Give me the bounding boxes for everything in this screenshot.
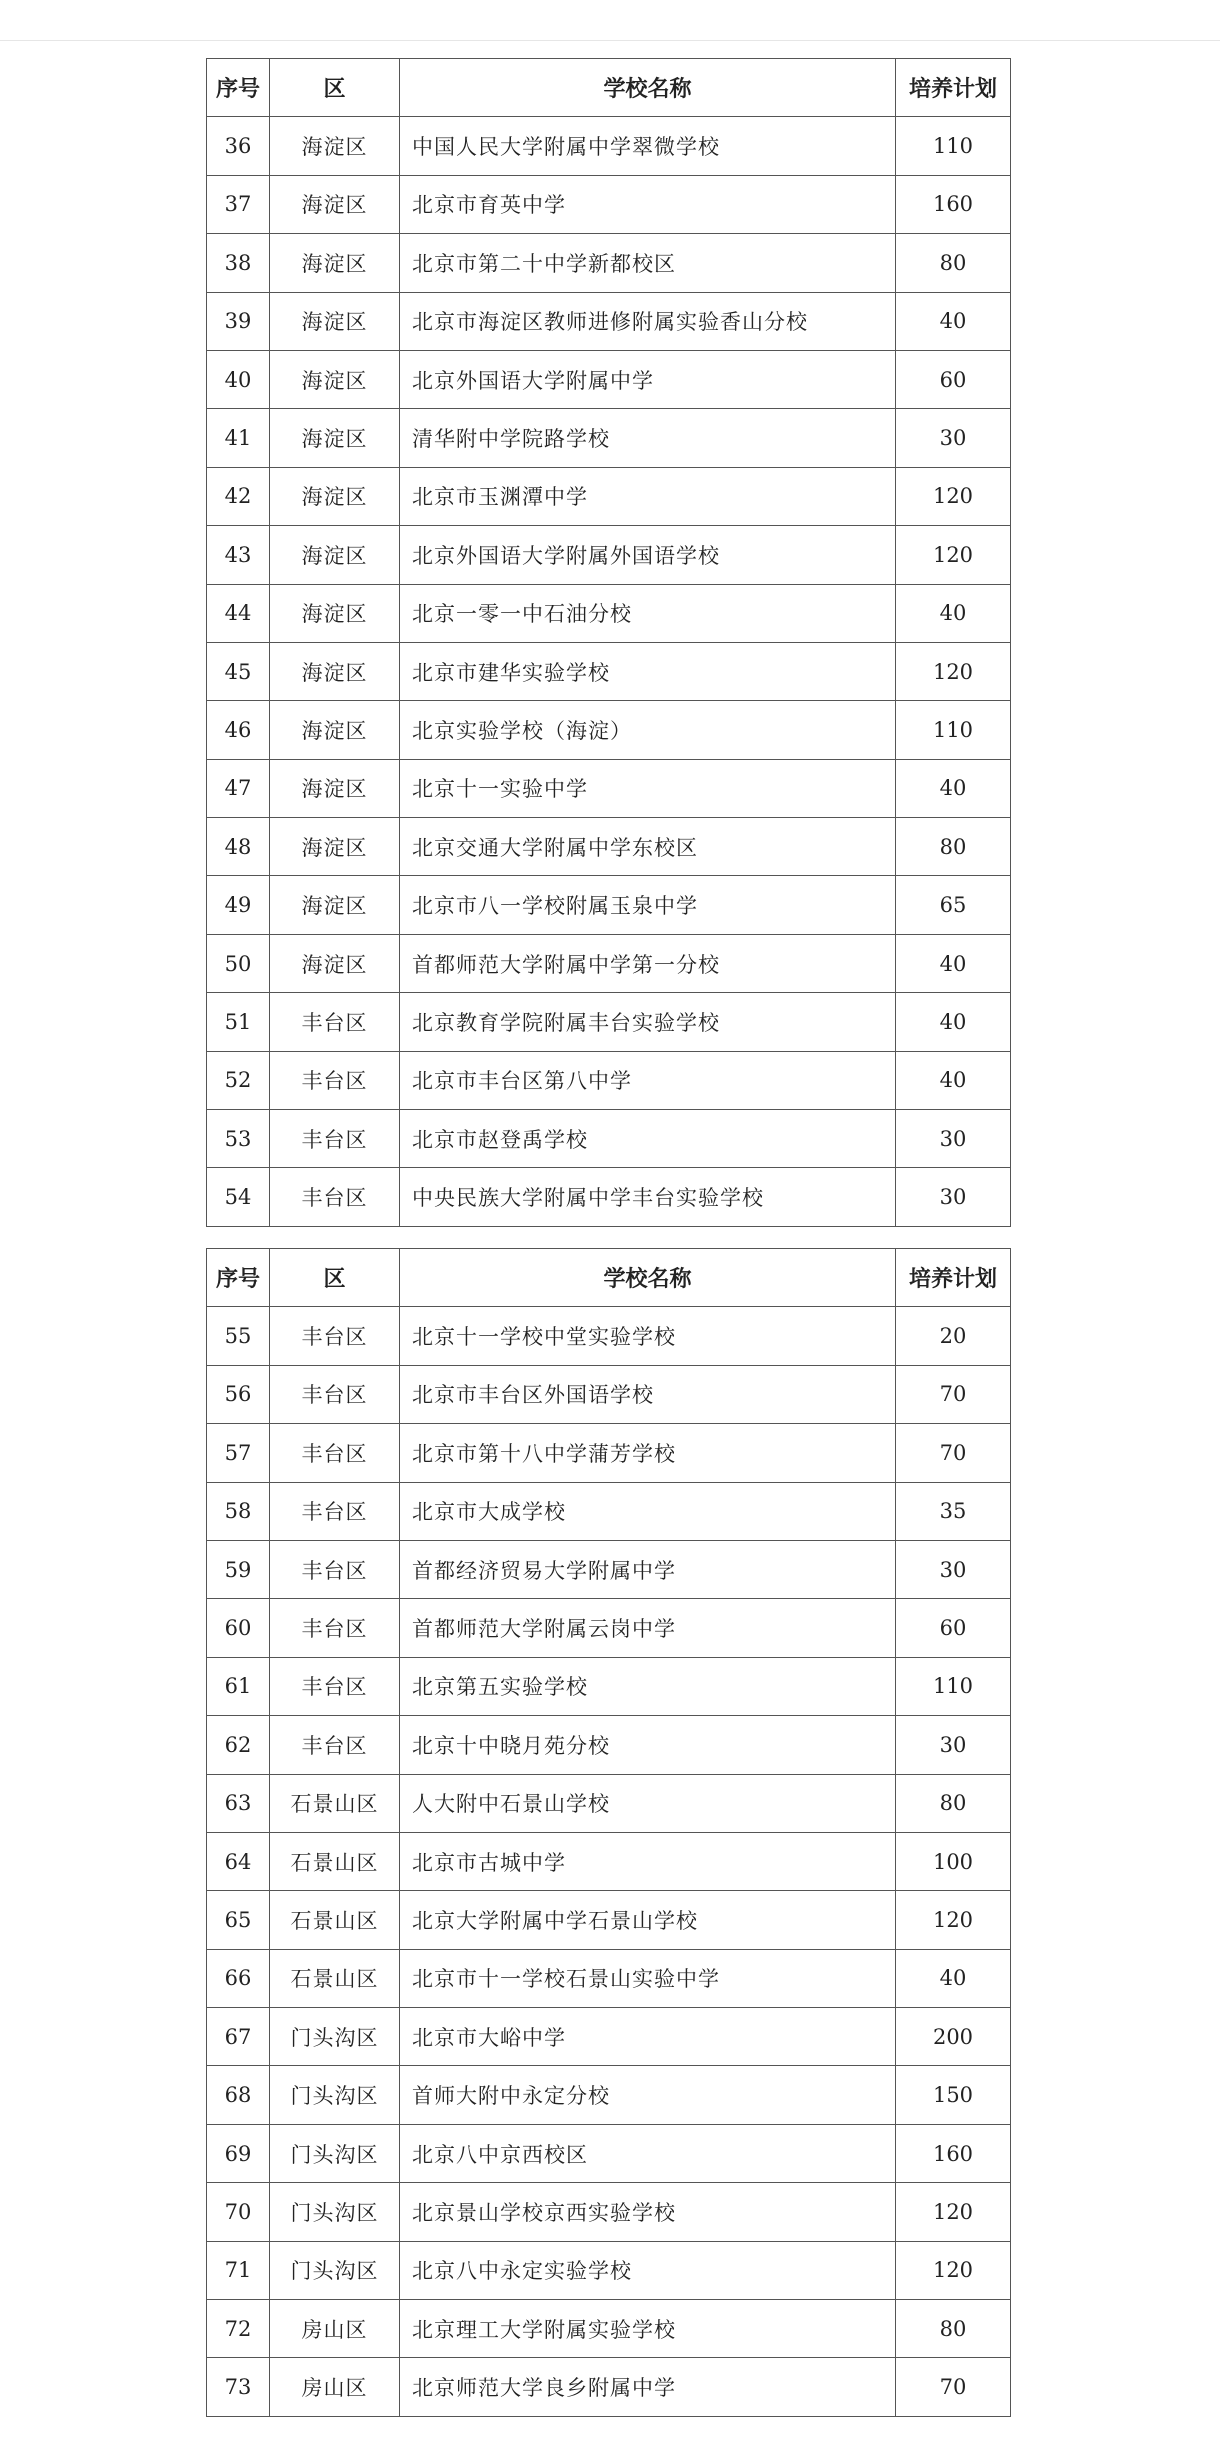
row-school-name: 北京市第十八中学蒲芳学校 xyxy=(400,1424,896,1482)
top-divider xyxy=(0,40,1220,41)
row-plan-count: 110 xyxy=(896,701,1011,759)
table-row xyxy=(207,1891,1011,1949)
row-district: 门头沟区 xyxy=(270,2008,400,2066)
table-row xyxy=(207,1657,1011,1715)
row-school-name: 北京外国语大学附属外国语学校 xyxy=(400,526,896,584)
table-row xyxy=(207,642,1011,700)
row-index: 66 xyxy=(207,1949,270,2007)
row-district: 丰台区 xyxy=(270,1716,400,1774)
row-plan-count: 80 xyxy=(896,234,1011,292)
row-district: 海淀区 xyxy=(270,876,400,934)
row-school-name: 人大附中石景山学校 xyxy=(400,1774,896,1832)
row-district: 石景山区 xyxy=(270,1891,400,1949)
row-district: 海淀区 xyxy=(270,234,400,292)
table-row xyxy=(207,1168,1011,1226)
row-plan-count: 120 xyxy=(896,2183,1011,2241)
row-school-name: 北京十一实验中学 xyxy=(400,759,896,817)
row-district: 门头沟区 xyxy=(270,2183,400,2241)
row-index: 42 xyxy=(207,467,270,525)
row-district: 丰台区 xyxy=(270,1657,400,1715)
row-index: 73 xyxy=(207,2358,270,2416)
header-school: 学校名称 xyxy=(400,1249,896,1307)
table-row xyxy=(207,1599,1011,1657)
row-school-name: 北京市第二十中学新都校区 xyxy=(400,234,896,292)
row-plan-count: 120 xyxy=(896,642,1011,700)
row-index: 68 xyxy=(207,2066,270,2124)
row-index: 72 xyxy=(207,2300,270,2358)
row-index: 56 xyxy=(207,1365,270,1423)
header-plan: 培养计划 xyxy=(896,1249,1011,1307)
row-plan-count: 150 xyxy=(896,2066,1011,2124)
table-row xyxy=(207,234,1011,292)
row-district: 丰台区 xyxy=(270,1365,400,1423)
row-district: 海淀区 xyxy=(270,526,400,584)
table-header-row xyxy=(207,1249,1011,1307)
row-district: 石景山区 xyxy=(270,1774,400,1832)
table-row xyxy=(207,1365,1011,1423)
row-district: 海淀区 xyxy=(270,701,400,759)
table-row xyxy=(207,2358,1011,2416)
row-plan-count: 110 xyxy=(896,1657,1011,1715)
row-plan-count: 60 xyxy=(896,350,1011,408)
row-school-name: 北京市大峪中学 xyxy=(400,2008,896,2066)
table-row xyxy=(207,526,1011,584)
row-district: 海淀区 xyxy=(270,292,400,350)
row-plan-count: 30 xyxy=(896,409,1011,467)
row-district: 海淀区 xyxy=(270,467,400,525)
table-row xyxy=(207,584,1011,642)
row-index: 54 xyxy=(207,1168,270,1226)
table-row xyxy=(207,818,1011,876)
row-district: 房山区 xyxy=(270,2358,400,2416)
row-plan-count: 40 xyxy=(896,1949,1011,2007)
header-district: 区 xyxy=(270,1249,400,1307)
row-district: 丰台区 xyxy=(270,1482,400,1540)
row-index: 52 xyxy=(207,1051,270,1109)
row-school-name: 北京理工大学附属实验学校 xyxy=(400,2300,896,2358)
row-school-name: 北京市大成学校 xyxy=(400,1482,896,1540)
table-row xyxy=(207,350,1011,408)
row-plan-count: 80 xyxy=(896,2300,1011,2358)
row-index: 59 xyxy=(207,1540,270,1598)
table-row xyxy=(207,1482,1011,1540)
row-plan-count: 80 xyxy=(896,1774,1011,1832)
row-index: 69 xyxy=(207,2124,270,2182)
row-plan-count: 70 xyxy=(896,1424,1011,1482)
row-school-name: 清华附中学院路学校 xyxy=(400,409,896,467)
table-row xyxy=(207,1110,1011,1168)
row-school-name: 北京景山学校京西实验学校 xyxy=(400,2183,896,2241)
table-body xyxy=(207,117,1011,1226)
row-school-name: 北京市建华实验学校 xyxy=(400,642,896,700)
row-plan-count: 120 xyxy=(896,1891,1011,1949)
row-school-name: 北京八中京西校区 xyxy=(400,2124,896,2182)
row-index: 70 xyxy=(207,2183,270,2241)
row-plan-count: 120 xyxy=(896,467,1011,525)
row-district: 丰台区 xyxy=(270,1599,400,1657)
row-district: 丰台区 xyxy=(270,1051,400,1109)
row-district: 门头沟区 xyxy=(270,2124,400,2182)
row-index: 37 xyxy=(207,175,270,233)
row-index: 61 xyxy=(207,1657,270,1715)
table-row xyxy=(207,175,1011,233)
row-index: 39 xyxy=(207,292,270,350)
row-plan-count: 120 xyxy=(896,2241,1011,2299)
header-school: 学校名称 xyxy=(400,59,896,117)
row-school-name: 首都经济贸易大学附属中学 xyxy=(400,1540,896,1598)
row-index: 67 xyxy=(207,2008,270,2066)
row-index: 57 xyxy=(207,1424,270,1482)
row-index: 58 xyxy=(207,1482,270,1540)
row-district: 海淀区 xyxy=(270,175,400,233)
row-index: 64 xyxy=(207,1832,270,1890)
row-index: 41 xyxy=(207,409,270,467)
row-district: 海淀区 xyxy=(270,350,400,408)
row-school-name: 北京一零一中石油分校 xyxy=(400,584,896,642)
row-index: 36 xyxy=(207,117,270,175)
header-district: 区 xyxy=(270,59,400,117)
row-school-name: 北京市八一学校附属玉泉中学 xyxy=(400,876,896,934)
row-plan-count: 160 xyxy=(896,175,1011,233)
row-district: 海淀区 xyxy=(270,584,400,642)
table-row xyxy=(207,2183,1011,2241)
table-row xyxy=(207,2008,1011,2066)
row-index: 48 xyxy=(207,818,270,876)
row-index: 38 xyxy=(207,234,270,292)
row-plan-count: 160 xyxy=(896,2124,1011,2182)
row-plan-count: 35 xyxy=(896,1482,1011,1540)
row-plan-count: 40 xyxy=(896,584,1011,642)
table-row xyxy=(207,409,1011,467)
header-plan: 培养计划 xyxy=(896,59,1011,117)
row-district: 丰台区 xyxy=(270,1168,400,1226)
row-index: 65 xyxy=(207,1891,270,1949)
row-school-name: 中央民族大学附属中学丰台实验学校 xyxy=(400,1168,896,1226)
row-plan-count: 70 xyxy=(896,1365,1011,1423)
row-index: 49 xyxy=(207,876,270,934)
row-plan-count: 110 xyxy=(896,117,1011,175)
row-school-name: 北京八中永定实验学校 xyxy=(400,2241,896,2299)
row-school-name: 北京市玉渊潭中学 xyxy=(400,467,896,525)
row-index: 62 xyxy=(207,1716,270,1774)
table-row xyxy=(207,701,1011,759)
table-row xyxy=(207,292,1011,350)
row-plan-count: 100 xyxy=(896,1832,1011,1890)
row-district: 丰台区 xyxy=(270,993,400,1051)
row-school-name: 北京师范大学良乡附属中学 xyxy=(400,2358,896,2416)
row-index: 53 xyxy=(207,1110,270,1168)
row-plan-count: 20 xyxy=(896,1307,1011,1365)
row-plan-count: 30 xyxy=(896,1168,1011,1226)
row-plan-count: 120 xyxy=(896,526,1011,584)
row-school-name: 北京教育学院附属丰台实验学校 xyxy=(400,993,896,1051)
row-index: 71 xyxy=(207,2241,270,2299)
table-row xyxy=(207,1774,1011,1832)
row-school-name: 北京十中晓月苑分校 xyxy=(400,1716,896,1774)
row-school-name: 首师大附中永定分校 xyxy=(400,2066,896,2124)
row-index: 45 xyxy=(207,642,270,700)
row-district: 海淀区 xyxy=(270,934,400,992)
table-row xyxy=(207,1949,1011,2007)
row-plan-count: 65 xyxy=(896,876,1011,934)
row-school-name: 北京实验学校（海淀） xyxy=(400,701,896,759)
row-district: 房山区 xyxy=(270,2300,400,2358)
table-row xyxy=(207,759,1011,817)
row-school-name: 首都师范大学附属云岗中学 xyxy=(400,1599,896,1657)
row-school-name: 首都师范大学附属中学第一分校 xyxy=(400,934,896,992)
row-index: 50 xyxy=(207,934,270,992)
row-plan-count: 200 xyxy=(896,2008,1011,2066)
row-index: 46 xyxy=(207,701,270,759)
table-row xyxy=(207,993,1011,1051)
table-row xyxy=(207,467,1011,525)
row-plan-count: 30 xyxy=(896,1110,1011,1168)
table-row xyxy=(207,117,1011,175)
row-plan-count: 40 xyxy=(896,934,1011,992)
row-school-name: 北京大学附属中学石景山学校 xyxy=(400,1891,896,1949)
row-school-name: 北京十一学校中堂实验学校 xyxy=(400,1307,896,1365)
row-plan-count: 80 xyxy=(896,818,1011,876)
row-district: 海淀区 xyxy=(270,642,400,700)
table-row xyxy=(207,1051,1011,1109)
row-school-name: 北京市赵登禹学校 xyxy=(400,1110,896,1168)
row-plan-count: 40 xyxy=(896,759,1011,817)
table-row xyxy=(207,934,1011,992)
row-index: 47 xyxy=(207,759,270,817)
row-plan-count: 60 xyxy=(896,1599,1011,1657)
row-school-name: 北京市丰台区外国语学校 xyxy=(400,1365,896,1423)
row-school-name: 北京市海淀区教师进修附属实验香山分校 xyxy=(400,292,896,350)
row-school-name: 中国人民大学附属中学翠微学校 xyxy=(400,117,896,175)
row-index: 51 xyxy=(207,993,270,1051)
school-plan-table-2 xyxy=(206,1248,1011,2417)
row-plan-count: 70 xyxy=(896,2358,1011,2416)
row-district: 海淀区 xyxy=(270,117,400,175)
row-district: 门头沟区 xyxy=(270,2241,400,2299)
row-school-name: 北京交通大学附属中学东校区 xyxy=(400,818,896,876)
row-district: 丰台区 xyxy=(270,1307,400,1365)
row-district: 海淀区 xyxy=(270,818,400,876)
row-district: 丰台区 xyxy=(270,1540,400,1598)
school-plan-table-1 xyxy=(206,58,1011,1227)
row-index: 44 xyxy=(207,584,270,642)
table-row xyxy=(207,1307,1011,1365)
row-plan-count: 40 xyxy=(896,1051,1011,1109)
row-school-name: 北京市育英中学 xyxy=(400,175,896,233)
table-body xyxy=(207,1307,1011,2416)
row-index: 43 xyxy=(207,526,270,584)
row-plan-count: 40 xyxy=(896,993,1011,1051)
table-row xyxy=(207,1424,1011,1482)
row-index: 63 xyxy=(207,1774,270,1832)
row-district: 丰台区 xyxy=(270,1424,400,1482)
row-school-name: 北京外国语大学附属中学 xyxy=(400,350,896,408)
row-plan-count: 40 xyxy=(896,292,1011,350)
table-row xyxy=(207,1832,1011,1890)
header-index: 序号 xyxy=(207,59,270,117)
row-school-name: 北京市丰台区第八中学 xyxy=(400,1051,896,1109)
row-district: 石景山区 xyxy=(270,1949,400,2007)
table-row xyxy=(207,1716,1011,1774)
row-plan-count: 30 xyxy=(896,1540,1011,1598)
table-row xyxy=(207,876,1011,934)
row-school-name: 北京市十一学校石景山实验中学 xyxy=(400,1949,896,2007)
table-header-row xyxy=(207,59,1011,117)
table-row xyxy=(207,2300,1011,2358)
row-district: 海淀区 xyxy=(270,759,400,817)
row-plan-count: 30 xyxy=(896,1716,1011,1774)
header-index: 序号 xyxy=(207,1249,270,1307)
table-row xyxy=(207,2124,1011,2182)
row-district: 石景山区 xyxy=(270,1832,400,1890)
row-school-name: 北京第五实验学校 xyxy=(400,1657,896,1715)
row-school-name: 北京市古城中学 xyxy=(400,1832,896,1890)
row-district: 海淀区 xyxy=(270,409,400,467)
row-index: 40 xyxy=(207,350,270,408)
table-row xyxy=(207,2241,1011,2299)
table-row xyxy=(207,1540,1011,1598)
row-index: 60 xyxy=(207,1599,270,1657)
table-row xyxy=(207,2066,1011,2124)
row-district: 门头沟区 xyxy=(270,2066,400,2124)
row-district: 丰台区 xyxy=(270,1110,400,1168)
row-index: 55 xyxy=(207,1307,270,1365)
